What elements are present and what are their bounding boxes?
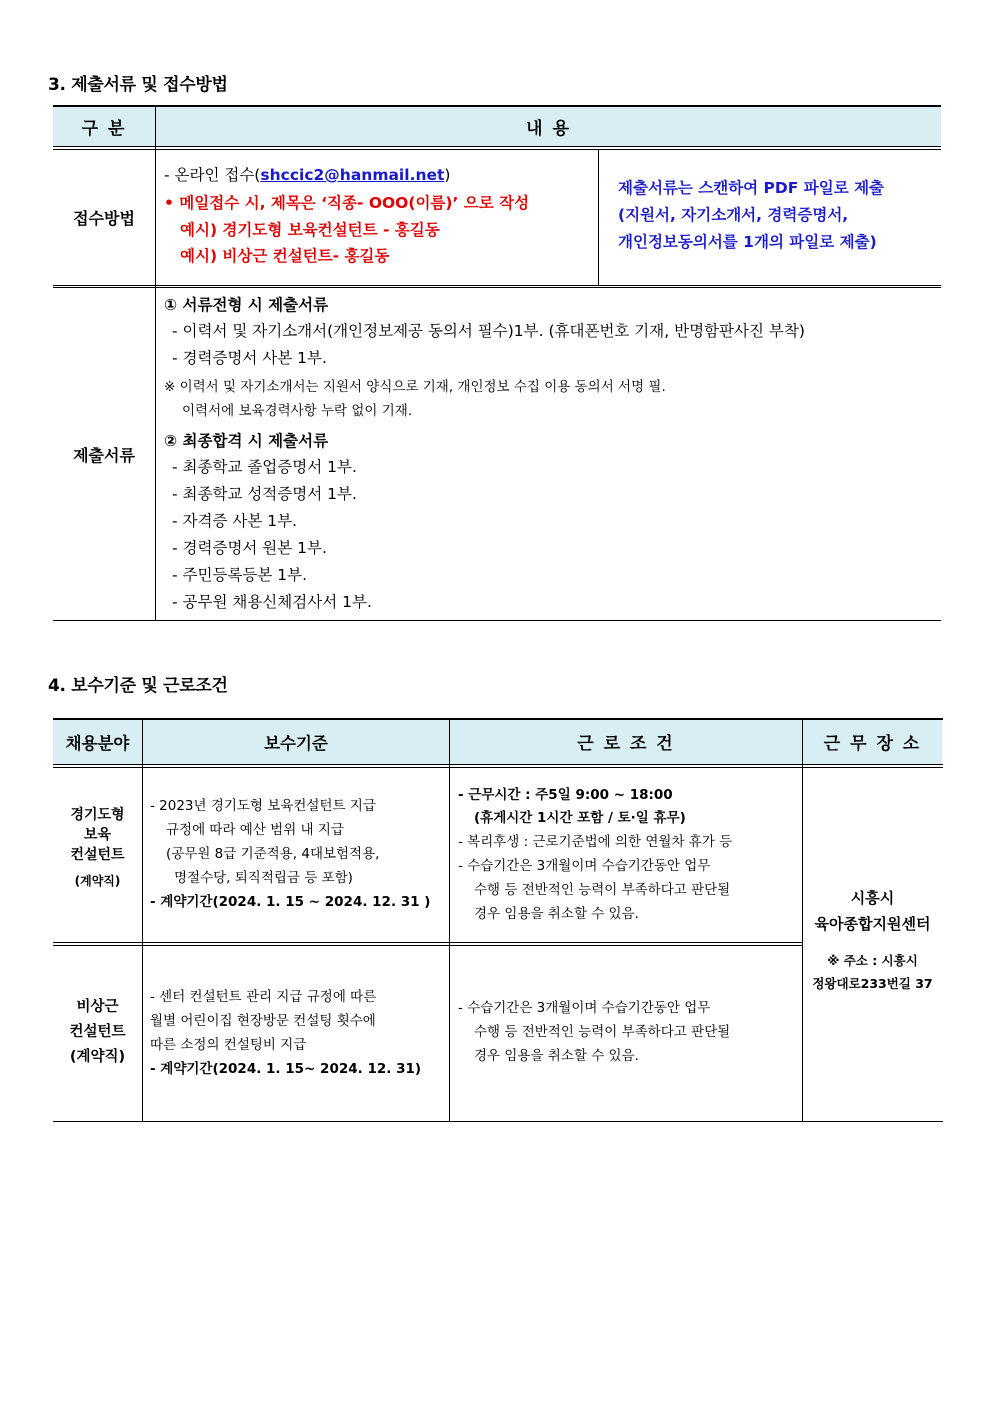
method-label: 접수방법 (73, 209, 135, 228)
table4-top-border (53, 718, 943, 720)
row2-contract: - 계약기간(2024. 1. 15~ 2024. 12. 31) (150, 1061, 422, 1077)
header-field: 채용분야 (65, 733, 130, 753)
table4-header-border (53, 764, 943, 765)
table3-inner-divider (598, 149, 599, 286)
row2-cond-line: 수행 등 전반적인 능력이 부족하다고 판단될 (474, 1024, 731, 1040)
table3-row-border-2 (53, 287, 941, 288)
table4-bottom-border (53, 1121, 943, 1122)
stage2-item: - 최종학교 졸업증명서 1부. (172, 458, 357, 476)
stage1-title: ① 서류전형 시 제출서류 (164, 296, 329, 314)
pdf-note-1: 제출서류는 스캔하여 PDF 파일로 제출 (618, 179, 885, 197)
row2-pay-line: 따른 소정의 컨설팅비 지급 (150, 1037, 307, 1053)
stage1-note-1: ※ 이력서 및 자기소개서는 지원서 양식으로 기재, 개인정보 수집 이용 동의서 서명 필. (164, 379, 666, 395)
table4-col-divider-2 (449, 718, 450, 1122)
header-conditions: 근 로 조 건 (577, 734, 675, 754)
stage2-item: - 자격증 사본 1부. (172, 512, 298, 530)
mail-rule: • 메일접수 시, 제목은 ‘직종- OOO(이름)’ 으로 작성 (164, 194, 530, 212)
table4-header-border-2 (53, 767, 943, 768)
mail-example-2: 예시) 비상근 컨설턴트- 홍길동 (180, 247, 390, 265)
stage2-item: - 최종학교 성적증명서 1부. (172, 485, 357, 503)
row2-field (53, 995, 142, 1070)
row1-break: (휴게시간 1시간 포함 / 토·일 휴무) (474, 810, 686, 826)
online-prefix: - 온라인 접수( (164, 166, 261, 184)
online-submission (164, 162, 450, 189)
workplace-address-1: ※ 주소 : 시흥시 (827, 953, 918, 968)
workplace (803, 885, 942, 995)
field-line: 경기도형 (70, 807, 125, 823)
row1-cond-line: - 수습기간은 3개월이며 수습기간동안 업무 (458, 858, 711, 874)
workplace-center: 육아종합지원센터 (814, 915, 931, 933)
header-pay: 보수기준 (264, 733, 328, 753)
field-note: (계약직) (74, 874, 121, 888)
stage2-item: - 공무원 채용신체검사서 1부. (172, 593, 372, 611)
row2-pay-line: - 센터 컨설턴트 관리 지급 규정에 따른 (150, 989, 377, 1005)
field-line: (계약직) (69, 1049, 126, 1065)
row1-pay-line: - 2023년 경기도형 보육컨설턴트 지급 (150, 798, 376, 814)
row1-cond-line: 수행 등 전반적인 능력이 부족하다고 판단될 (474, 882, 731, 898)
stage1-note-2: 이력서에 보육경력사항 누락 없이 기재. (182, 403, 413, 419)
pdf-note-2: (지원서, 자기소개서, 경력증명서, (618, 206, 849, 224)
row1-hours: - 근무시간 : 주5일 9:00 ~ 18:00 (458, 787, 673, 803)
row1-pay-line: 명절수당, 퇴직적립금 등 포함) (174, 870, 353, 886)
table3-bottom-border (53, 620, 941, 621)
online-suffix: ) (444, 166, 451, 184)
stage1-item: - 경력증명서 사본 1부. (172, 349, 327, 367)
row2-pay-line: 월별 어린이집 현장방문 컨설팅 횟수에 (150, 1013, 376, 1029)
header-category: 구 분 (81, 118, 127, 139)
stage2-title: ② 최종합격 시 제출서류 (164, 432, 329, 450)
table3-col-divider (155, 105, 156, 621)
row1-field (53, 805, 142, 891)
table4-col-divider-1 (142, 718, 143, 1122)
field-line: 보육 (83, 827, 112, 843)
table4-row-border (53, 942, 803, 943)
pdf-note-3: 개인정보동의서를 1개의 파일로 제출) (618, 233, 877, 251)
email-link[interactable]: shccic2@hanmail.net (260, 166, 445, 184)
stage2-item: - 경력증명서 원본 1부. (172, 539, 327, 557)
row2-cond-line: - 수습기간은 3개월이며 수습기간동안 업무 (458, 1000, 711, 1016)
row1-pay-line: 규정에 따라 예산 범위 내 지급 (166, 822, 344, 838)
field-line: 비상근 (76, 999, 119, 1015)
row1-pay-line: (공무원 8급 기준적용, 4대보험적용, (166, 846, 380, 862)
row2-cond-line: 경우 임용을 취소할 수 있음. (474, 1048, 639, 1064)
stage2-item: - 주민등록등본 1부. (172, 566, 308, 584)
mail-example-1: 예시) 경기도형 보육컨설턴트 - 홍길동 (180, 221, 440, 239)
section3-title: 3. 제출서류 및 접수방법 (48, 75, 228, 95)
table3-row-border (53, 285, 941, 286)
row1-contract: - 계약기간(2024. 1. 15 ~ 2024. 12. 31 ) (150, 894, 431, 910)
header-content: 내 용 (526, 118, 571, 139)
workplace-address-2: 정왕대로233번길 37 (812, 976, 933, 991)
table3-header-border-2 (53, 149, 941, 150)
table4-row-border-2 (53, 945, 803, 946)
stage1-item: - 이력서 및 자기소개서(개인정보제공 동의서 필수)1부. (휴대폰번호 기재, 반명함판사진 부착) (172, 322, 805, 340)
documents-label: 제출서류 (73, 445, 135, 465)
field-line: 컨설턴트 (69, 1024, 126, 1040)
row1-cond-line: - 복리후생 : 근로기준법에 의한 연월차 휴가 등 (458, 834, 733, 850)
field-line: 컨설턴트 (70, 847, 125, 863)
table3-top-border (53, 105, 941, 107)
row1-cond-line: 경우 임용을 취소할 수 있음. (474, 906, 639, 922)
header-workplace: 근 무 장 소 (823, 734, 922, 754)
workplace-city: 시흥시 (850, 889, 895, 907)
section4-title: 4. 보수기준 및 근로조건 (48, 676, 228, 696)
table3-header-border (53, 146, 941, 147)
